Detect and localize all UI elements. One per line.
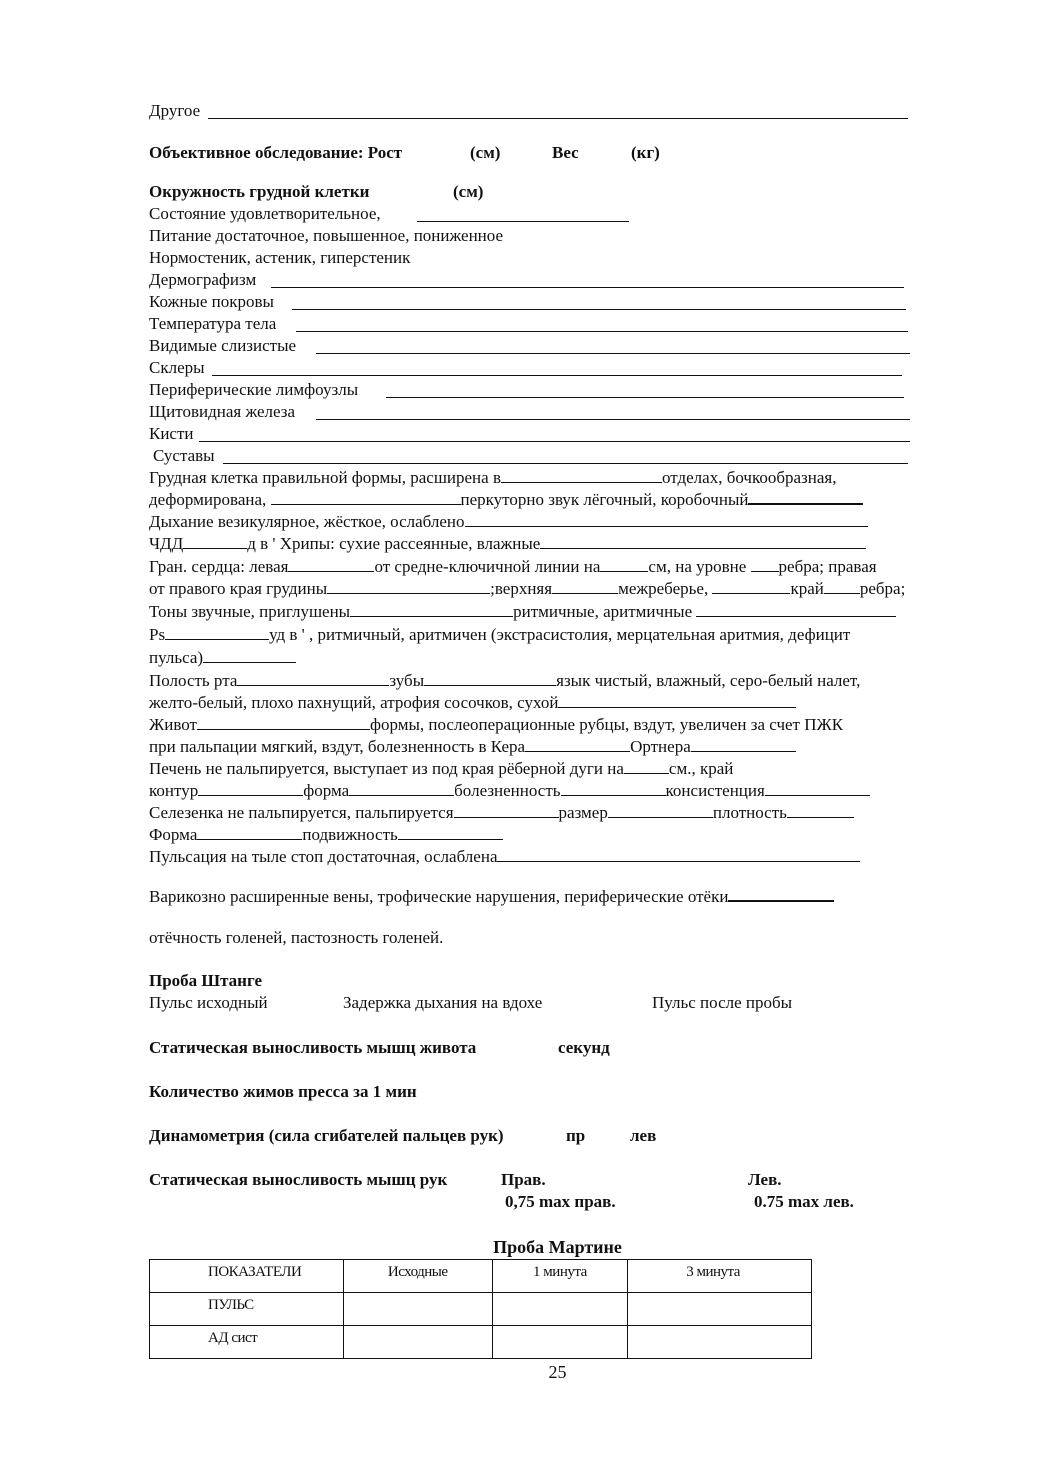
table-row	[150, 1293, 812, 1326]
tongue-label-a: язык чистый, влажный, серо-белый налет,	[556, 671, 861, 690]
mouth-blank[interactable]	[237, 671, 389, 686]
arm-right-label: Прав.	[501, 1170, 546, 1189]
thyroid-line	[149, 401, 295, 423]
lymph-label: Периферические лимфоузлы	[149, 380, 359, 399]
spleen-size-label: размер	[558, 803, 608, 822]
cell-pulse-3min[interactable]	[628, 1293, 812, 1326]
skin-line	[149, 291, 274, 313]
form-label: Форма	[149, 825, 198, 844]
foot-pulse-line	[149, 846, 860, 868]
heart-border-line-1	[149, 556, 877, 578]
kera-label: при пальпации мягкий, вздут, болезненность в Кера	[149, 737, 526, 756]
hands-blank[interactable]	[199, 441, 910, 442]
mucosa-blank[interactable]	[316, 353, 910, 354]
ps-label: Ps	[149, 625, 166, 644]
pulse-initial-label: Пульс исходный	[149, 993, 268, 1012]
cell-bp-initial[interactable]	[343, 1326, 492, 1359]
tenderness-label: болезненность	[454, 781, 561, 800]
temperature-label: Температура тела	[149, 314, 277, 333]
sclera-label: Склеры	[149, 358, 205, 377]
foot-pulse-blank[interactable]	[497, 847, 860, 862]
pulse-deficit-label: пульса)	[149, 648, 204, 667]
tones-blank[interactable]	[350, 602, 513, 617]
arm-right-max-label: 0,75 max прав.	[505, 1192, 616, 1211]
pulse-deficit-blank[interactable]	[203, 648, 296, 663]
tones-line	[149, 601, 896, 623]
header-3min	[628, 1260, 812, 1293]
breath-blank[interactable]	[465, 512, 868, 527]
mouth-line	[149, 670, 860, 692]
tenderness-blank[interactable]	[561, 781, 666, 796]
percussion-blank[interactable]	[748, 489, 863, 505]
other-blank[interactable]	[208, 118, 908, 119]
ortner-blank[interactable]	[691, 737, 796, 752]
consistency-blank[interactable]	[765, 781, 870, 796]
thorax-blank[interactable]	[501, 468, 662, 483]
belly-blank[interactable]	[197, 715, 370, 730]
rib-label: ребра;	[859, 579, 906, 598]
spleen-label: Селезенка не пальпируется, пальпируется	[149, 803, 454, 822]
rhythm-blank[interactable]	[696, 602, 896, 617]
chest-unit: (см)	[453, 182, 484, 201]
teeth-blank[interactable]	[424, 671, 556, 686]
rales-label: д в ' Хрипы: сухие рассеянные, влажные	[247, 534, 541, 553]
dynamometry-left-label: лев	[630, 1126, 657, 1145]
objective-exam-line	[149, 142, 402, 164]
spleen-line	[149, 802, 854, 824]
weight-unit: (кг)	[631, 143, 660, 162]
mobility-label: подвижность	[302, 825, 398, 844]
chdd-line	[149, 533, 866, 555]
liver-blank[interactable]	[624, 759, 669, 774]
height-unit: (см)	[470, 143, 501, 162]
objective-exam-label: Объективное обследование: Рост	[149, 143, 403, 162]
lymph-line	[149, 379, 358, 401]
chdd-label: ЧДД	[149, 534, 184, 553]
nutrition-line: Питание достаточное, повышенное, пониженное	[149, 226, 504, 245]
teeth-label: зубы	[389, 671, 425, 690]
ps-blank[interactable]	[165, 625, 269, 640]
upper-label: ;верхняя	[490, 579, 553, 598]
belly-line	[149, 714, 843, 736]
contour-line	[149, 780, 870, 802]
liver-label: Печень не пальпируется, выступает из под края рёберной дуги на	[149, 759, 624, 778]
row-label-bp	[150, 1326, 344, 1359]
heart-rib-blank[interactable]	[751, 557, 779, 572]
dermographism-label: Дермографизм	[149, 270, 257, 289]
joints-line	[153, 445, 215, 467]
consistency-label: консистенция	[665, 781, 765, 800]
cell-pulse-initial[interactable]	[343, 1293, 492, 1326]
sternum-blank[interactable]	[327, 579, 490, 594]
dermographism-blank[interactable]	[271, 287, 904, 288]
dynamometry-label: Динамометрия (сила сгибателей пальцев рук)	[149, 1126, 504, 1145]
header-1min	[492, 1260, 628, 1293]
state-blank[interactable]	[417, 221, 629, 222]
page-number: 25	[548, 1362, 567, 1382]
pulse-after-label: Пульс после пробы	[652, 993, 793, 1012]
heart-border-line-2	[149, 578, 905, 600]
thorax-label-b: отделах, бочкообразная,	[661, 468, 837, 487]
liver-form-label: форма	[303, 781, 350, 800]
ps-line	[149, 624, 850, 646]
hands-label: Кисти	[149, 424, 194, 443]
sclera-line	[149, 357, 205, 379]
mucosa-label: Видимые слизистые	[149, 336, 297, 355]
belly-desc: формы, послеоперационные рубцы, вздут, увеличен за счет ПЖК	[369, 715, 844, 734]
spleen-density-blank[interactable]	[787, 803, 854, 818]
chdd-blank[interactable]	[183, 534, 247, 549]
belly-label: Живот	[149, 715, 197, 734]
table-header-row	[150, 1260, 812, 1293]
palpation-line	[149, 736, 796, 758]
ps-desc: уд в ' , ритмичный, аритмичен (экстрасистолия, мерцательная аритмия, дефицит	[269, 625, 851, 644]
spleen-blank[interactable]	[454, 803, 559, 818]
varicose-blank[interactable]	[728, 886, 834, 902]
mouth-label: Полость рта	[149, 671, 238, 690]
cell-pulse-1min[interactable]	[492, 1293, 628, 1326]
abs-seconds-label: секунд	[558, 1038, 610, 1057]
liver-edge-label: см., край	[668, 759, 734, 778]
liver-form-blank[interactable]	[349, 781, 454, 796]
thyroid-blank[interactable]	[316, 419, 910, 420]
mucosa-line	[149, 335, 296, 357]
cell-bp-1min[interactable]	[492, 1326, 628, 1359]
ortner-label: Ортнера	[630, 737, 691, 756]
deform-label-a: деформирована,	[149, 490, 267, 509]
contour-label: контур	[149, 781, 199, 800]
abs-endurance-label: Статическая выносливость мышц живота	[149, 1038, 477, 1057]
thyroid-label: Щитовидная железа	[149, 402, 296, 421]
press-count-label: Количество жимов пресса за 1 мин	[149, 1082, 417, 1101]
sternum-label: от правого края грудины	[149, 579, 328, 598]
breath-hold-label: Задержка дыхания на вдохе	[343, 993, 543, 1012]
header-3min-text: 3 минута	[686, 1264, 740, 1280]
kera-blank[interactable]	[525, 737, 630, 752]
joints-blank[interactable]	[223, 463, 908, 464]
row-label-pulse	[150, 1293, 344, 1326]
deform-line	[149, 489, 863, 511]
martine-title: Проба Мартине	[493, 1237, 622, 1257]
header-indicators-text: ПОКАЗАТЕЛИ	[208, 1264, 302, 1280]
joints-label: Суставы	[153, 446, 215, 465]
arm-left-label: Лев.	[748, 1170, 782, 1189]
dermographism-line	[149, 269, 256, 291]
intercostal-blank[interactable]	[712, 579, 790, 594]
shtange-title: Проба Штанге	[149, 971, 262, 990]
rales-blank[interactable]	[540, 534, 866, 549]
header-1min-text: 1 минута	[533, 1264, 587, 1280]
other-label: Другое	[149, 101, 201, 120]
upper-blank[interactable]	[552, 579, 618, 594]
header-initial	[343, 1260, 492, 1293]
row-label-bp-text: АД сист	[208, 1330, 258, 1346]
other-line	[149, 100, 200, 122]
deform-label-b: перкуторно звук лёгочный, коробочный	[460, 490, 749, 509]
tongue-blank[interactable]	[558, 693, 796, 708]
weight-label: Вес	[552, 143, 579, 162]
edema-line: отёчность голеней, пастозность голеней.	[149, 928, 444, 947]
spleen-density-label: плотность	[712, 803, 787, 822]
temperature-line	[149, 313, 276, 335]
dynamometry-right-label: пр	[566, 1126, 586, 1145]
thorax-label-a: Грудная клетка правильной формы, расширена в	[149, 468, 501, 487]
table-row	[150, 1326, 812, 1359]
skin-label: Кожные покровы	[149, 292, 274, 311]
contour-blank[interactable]	[198, 781, 303, 796]
martine-table	[149, 1259, 812, 1359]
hands-line	[149, 423, 194, 445]
spleen-size-blank[interactable]	[608, 803, 713, 818]
deform-blank[interactable]	[271, 490, 461, 505]
lymph-blank[interactable]	[386, 397, 904, 398]
form-line	[149, 824, 503, 846]
state-line	[149, 203, 381, 225]
breath-label: Дыхание везикулярное, жёсткое, ослаблено	[149, 512, 465, 531]
arm-left-max-label: 0.75 max лев.	[754, 1192, 854, 1211]
cell-bp-3min[interactable]	[628, 1326, 812, 1359]
heart-left-label: Гран. сердца: левая	[149, 557, 289, 576]
foot-pulse-label: Пульсация на тыле стоп достаточная, ослаблена	[149, 847, 498, 866]
header-initial-text: Исходные	[387, 1264, 448, 1280]
edge-blank[interactable]	[824, 579, 860, 594]
edge-label: край	[790, 579, 824, 598]
rhythm-label: ритмичные, аритмичные	[513, 602, 693, 621]
heart-left-blank[interactable]	[288, 557, 374, 572]
tongue-line	[149, 692, 796, 714]
varicose-line	[149, 886, 834, 908]
tongue-label-b: желто-белый, плохо пахнущий, атрофия сосочков, сухой	[149, 693, 559, 712]
varicose-label: Варикозно расширенные вены, трофические нарушения, периферические отёки	[149, 887, 729, 906]
liver-line	[149, 758, 733, 780]
arm-endurance-label: Статическая выносливость мышц рук	[149, 1170, 448, 1189]
breath-line	[149, 511, 868, 533]
heart-level-label: см, на уровне	[648, 557, 747, 576]
sclera-blank[interactable]	[212, 375, 902, 376]
pulse-deficit-line	[149, 647, 296, 669]
mobility-blank[interactable]	[398, 825, 503, 840]
form-blank[interactable]	[197, 825, 302, 840]
heart-midclav-label: от средне-ключичной линии на	[374, 557, 601, 576]
state-label: Состояние удовлетворительное,	[149, 204, 381, 223]
thorax-line	[149, 467, 836, 489]
tones-label: Тоны звучные, приглушены	[149, 602, 351, 621]
temperature-blank[interactable]	[296, 331, 908, 332]
chest-label: Окружность грудной клетки	[149, 182, 370, 201]
skin-blank[interactable]	[292, 309, 906, 310]
heart-cm-blank[interactable]	[600, 557, 648, 572]
header-indicators	[150, 1260, 344, 1293]
heart-right-label: ребра; правая	[778, 557, 877, 576]
chest-line	[149, 181, 369, 203]
row-label-pulse-text: ПУЛЬС	[208, 1297, 254, 1313]
constitution-line: Нормостеник, астеник, гиперстеник	[149, 248, 411, 267]
intercostal-label: межреберье,	[618, 579, 709, 598]
